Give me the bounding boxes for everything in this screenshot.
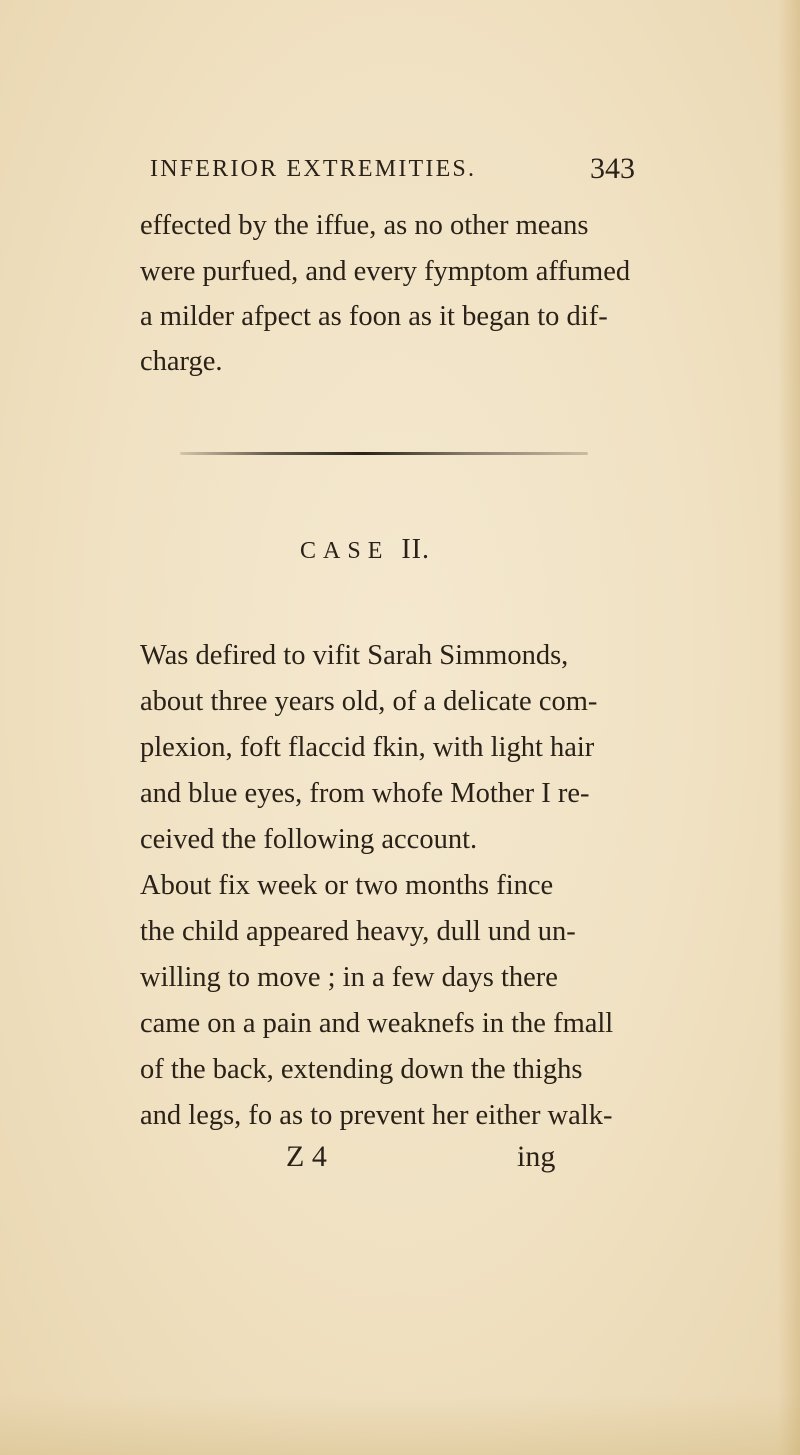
text-line: willing to move ; in a few days there: [140, 962, 558, 993]
page-header: [150, 152, 635, 192]
page-edge-shadow: [778, 0, 800, 1455]
text-line: came on a pain and weaknefs in the fmall: [140, 1008, 614, 1039]
text-line: ceived the following account.: [140, 824, 478, 855]
section-label: CASE: [300, 538, 390, 564]
text-line: charge.: [140, 346, 223, 377]
page-number: 343: [590, 152, 635, 185]
text-line: Was defired to vifit Sarah Simmonds,: [140, 640, 569, 671]
section-heading: [300, 534, 430, 566]
page-bottom-shadow: [0, 1395, 800, 1455]
text-line: the child appeared heavy, dull und un-: [140, 916, 576, 947]
signature-mark: Z 4: [286, 1140, 327, 1173]
text-line: were purfued, and every fymptom affumed: [140, 256, 631, 287]
text-line: effected by the iffue, as no other means: [140, 210, 589, 241]
text-line: and blue eyes, from whofe Mother I re-: [140, 778, 590, 809]
catchword: ing: [517, 1140, 556, 1173]
running-head: INFERIOR EXTREMITIES.: [150, 156, 477, 182]
section-numeral: II.: [401, 534, 431, 565]
text-line: about three years old, of a delicate com-: [140, 686, 598, 717]
text-line: and legs, fo as to prevent her either walk-: [140, 1100, 613, 1131]
text-line: About fix week or two months fince: [140, 870, 554, 901]
text-line: of the back, extending down the thighs: [140, 1054, 583, 1085]
text-line: plexion, foft flaccid fkin, with light hair: [140, 732, 595, 763]
text-line: a milder afpect as foon as it began to dif-: [140, 301, 608, 332]
section-divider-rule: [180, 452, 588, 455]
